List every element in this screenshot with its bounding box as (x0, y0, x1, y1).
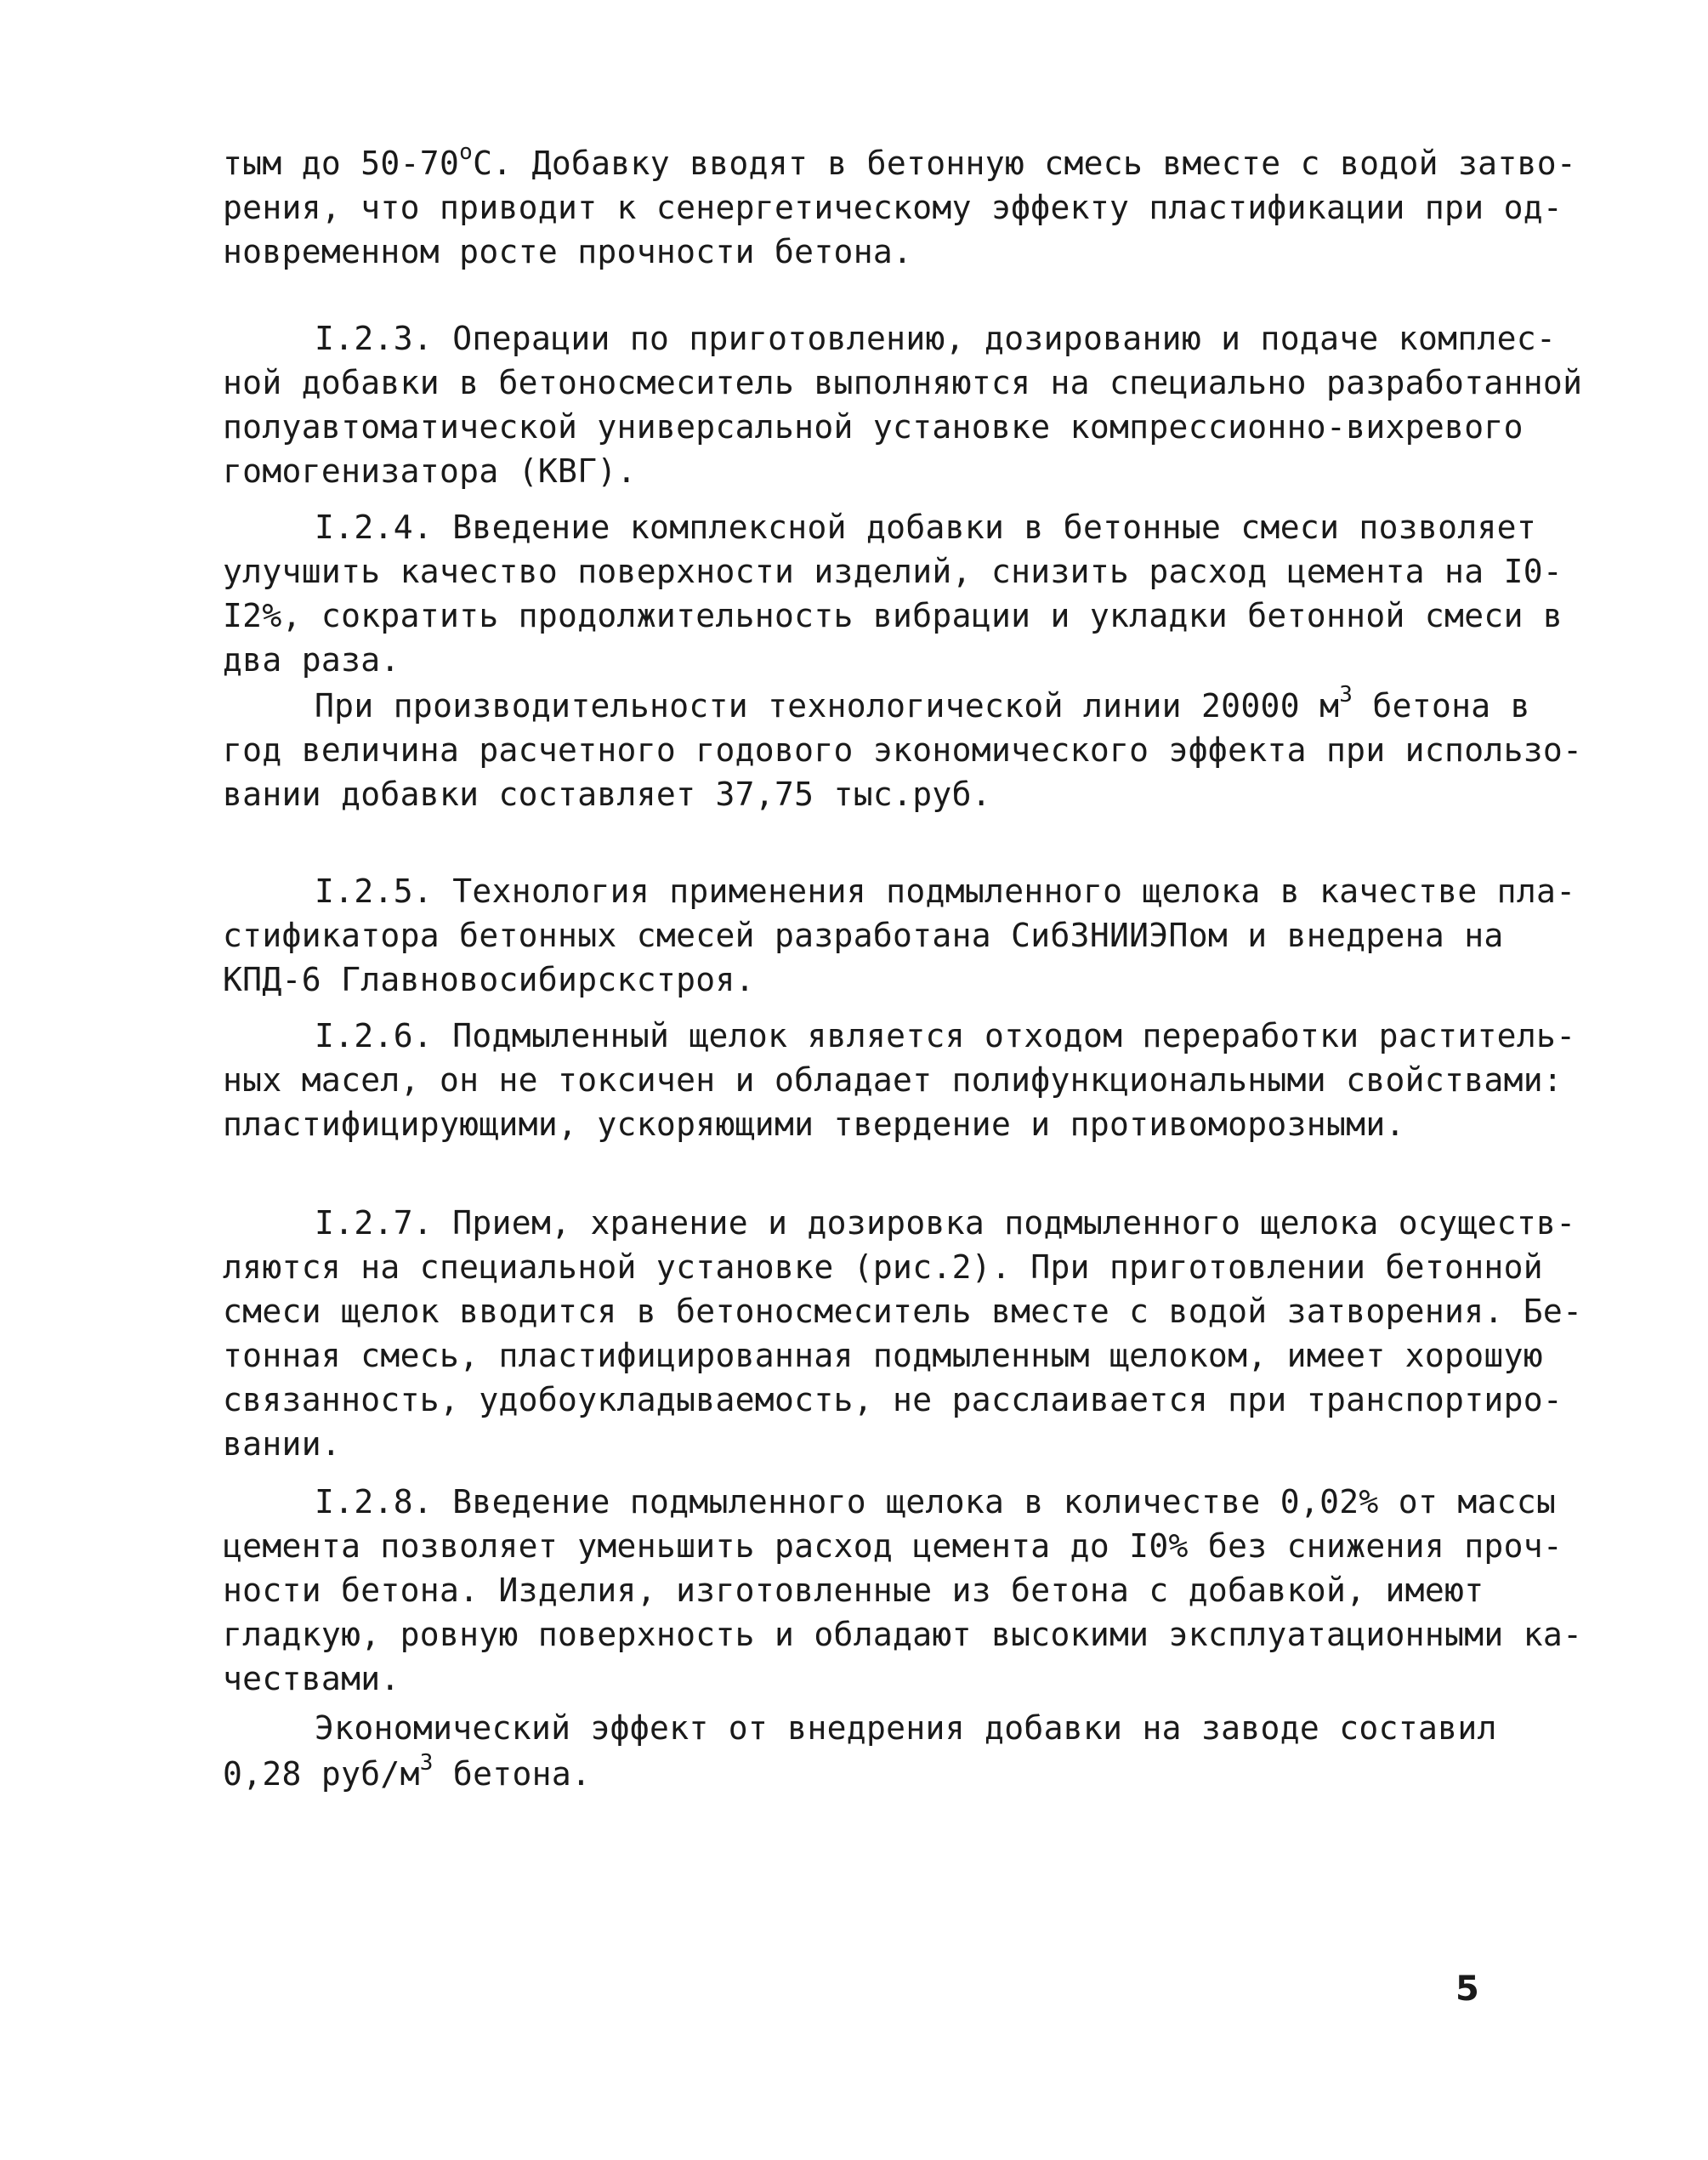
text-line (223, 139, 1577, 185)
superscript: 3 (419, 1750, 434, 1776)
text-line: вании добавки составляет 37,75 тыс.руб. (223, 776, 991, 813)
text-line: гладкую, ровную поверхность и обладают высокими эксплуатационными ка- (223, 1616, 1583, 1653)
text-line: I.2.7. Прием, хранение и дозировка подмыленного щелока осуществ- (315, 1204, 1576, 1242)
text-line: I.2.6. Подмыленный щелок является отходом переработки раститель- (315, 1017, 1576, 1054)
text-segment: С. Добавку вводят в бетонную смесь вместе с водой затво- (473, 145, 1577, 182)
text-line: связанность, удобоукладываемость, не расслаивается при транспортиро- (223, 1381, 1563, 1418)
superscript: 3 (1339, 682, 1353, 708)
text-line: стификатора бетонных смесей разработана СибЗНИИЭПом и внедрена на (223, 917, 1504, 954)
text-line: тонная смесь, пластифицированная подмыленным щелоком, имеет хорошую (223, 1337, 1543, 1374)
text-segment: бетона. (433, 1755, 592, 1793)
text-line: цемента позволяет уменьшить расход цемента до I0% без снижения проч- (223, 1527, 1563, 1565)
text-line (223, 1752, 1498, 1796)
text-segment: При производительности технологической линии 20000 м (315, 687, 1340, 725)
page-number: 5 (1455, 1970, 1479, 2009)
text-line: I.2.3. Операции по приготовлению, дозированию и подаче комплес- (315, 320, 1557, 357)
text-segment: бетона в (1353, 687, 1530, 725)
text-line: ных масел, он не токсичен и обладает полифункциональными свойствами: (223, 1061, 1563, 1099)
text-line: год величина расчетного годового экономического эффекта при использо- (223, 731, 1583, 769)
text-line: чествами. (223, 1660, 400, 1697)
text-line: гомогенизатора (КВГ). (223, 452, 637, 490)
text-line: ности бетона. Изделия, изготовленные из бетона с добавкой, имеют (223, 1572, 1484, 1609)
text-line: ной добавки в бетоносмеситель выполняются на специально разработанной (223, 364, 1583, 401)
text-segment: тым до 50-70 (223, 145, 460, 182)
text-line: смеси щелок вводится в бетоносмеситель вместе с водой затворения. Бе- (223, 1293, 1583, 1330)
text-line: I2%, сократить продолжительность вибрации и укладки бетонной смеси в (223, 597, 1563, 634)
text-line (315, 684, 1590, 728)
text-line: рения, что приводит к сенергетическому эффекту пластификации при од- (223, 189, 1563, 226)
text-line: I.2.5. Технология применения подмыленного щелока в качестве пла- (315, 873, 1576, 910)
text-line: ляются на специальной установке (рис.2). При приготовлении бетонной (223, 1248, 1543, 1286)
text-line: КПД-6 Главновосибирскстроя. (223, 961, 755, 998)
text-line: улучшить качество поверхности изделий, снизить расход цемента на I0- (223, 553, 1563, 590)
text-line: I.2.8. Введение подмыленного щелока в количестве 0,02% от массы (315, 1483, 1557, 1521)
text-line: полуавтоматической универсальной установке компрессионно-вихревого (223, 408, 1524, 446)
superscript: о (459, 139, 474, 165)
text-line: два раза. (223, 641, 400, 679)
text-line: вании. (223, 1425, 342, 1463)
text-line: пластифицирующими, ускоряющими твердение и противоморозными. (223, 1106, 1405, 1143)
text-line: Экономический эффект от внедрения добавки на заводе составил (315, 1709, 1497, 1747)
text-segment: 0,28 руб/м (223, 1755, 420, 1793)
text-line: I.2.4. Введение комплексной добавки в бетонные смеси позволяет (315, 509, 1537, 546)
text-line: новременном росте прочности бетона. (223, 233, 913, 270)
